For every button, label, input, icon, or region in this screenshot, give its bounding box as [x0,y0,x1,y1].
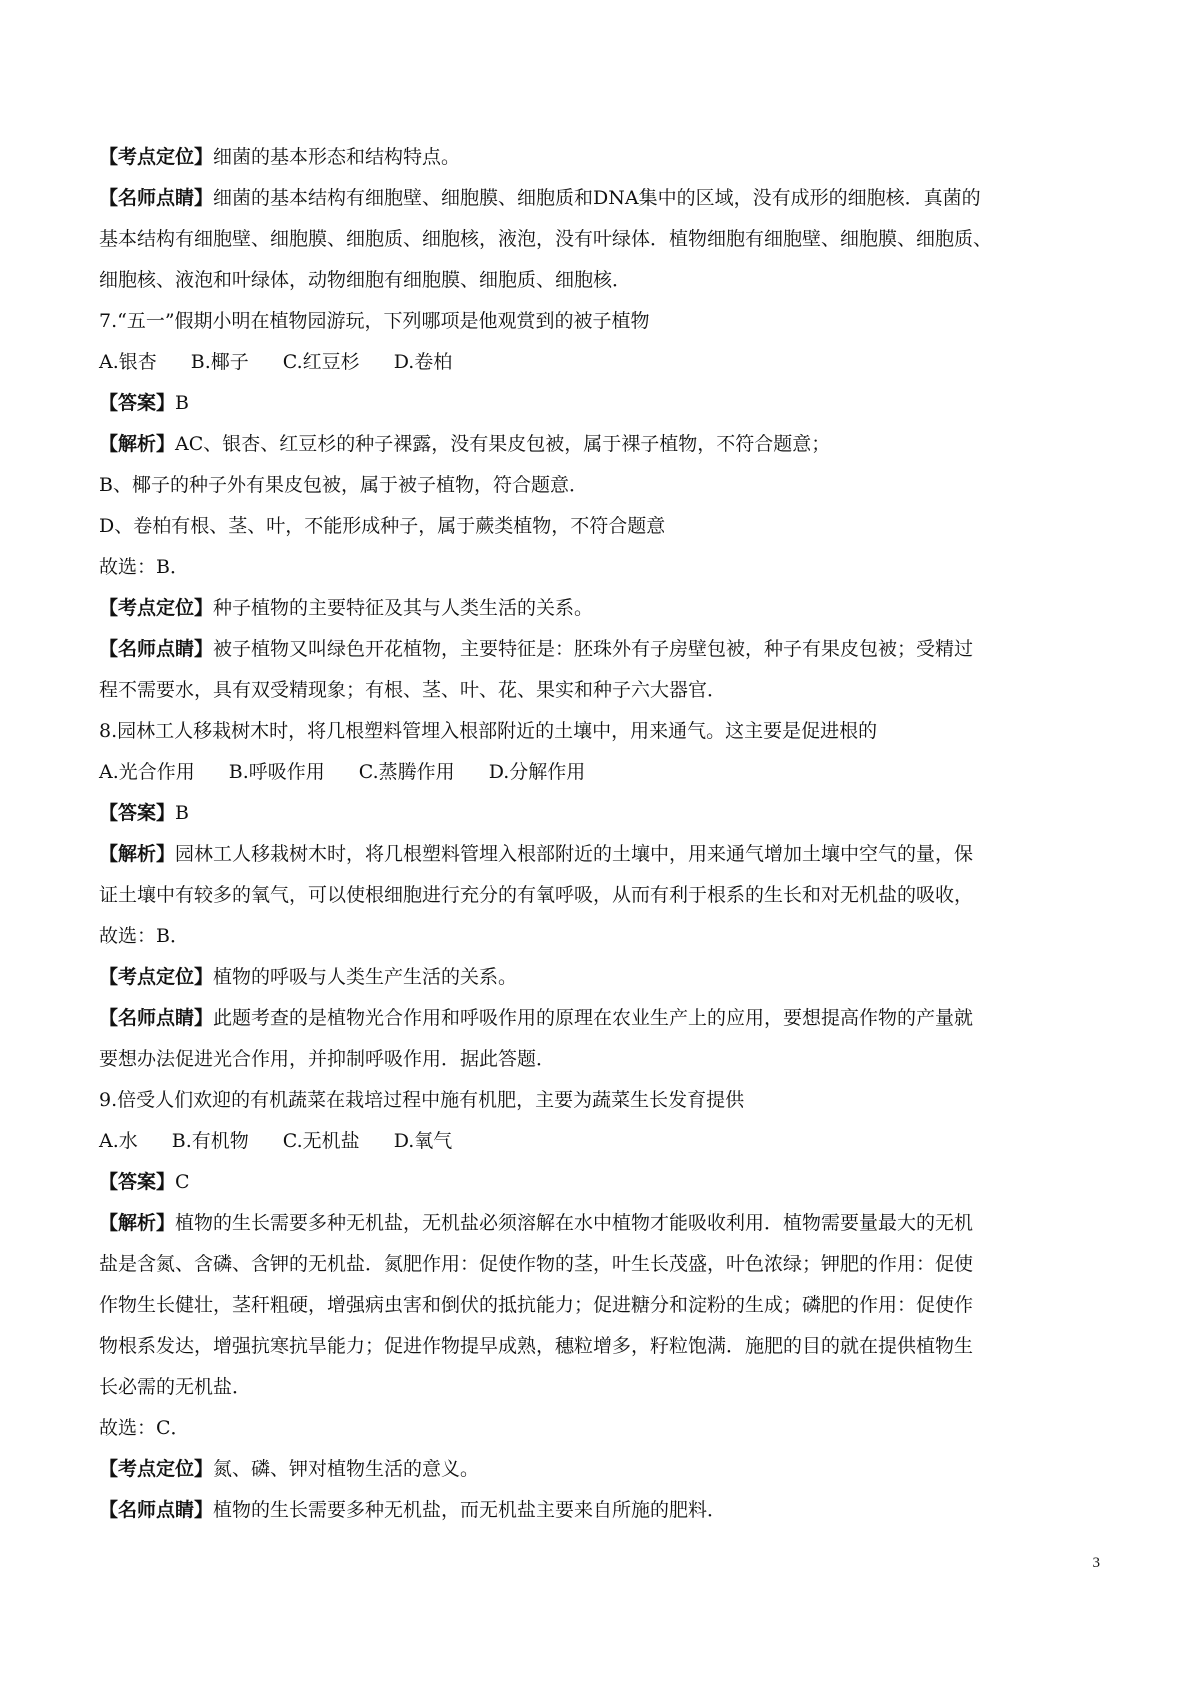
answer-option: C.红豆杉 [282,351,360,373]
text-line [99,1080,1099,1121]
section-tag: 【答案】 [99,392,176,414]
line-text: AC、银杏、红豆杉的种子裸露，没有果皮包被，属于裸子植物，不符合题意； [175,433,831,455]
text-line-continued: 程不需要水，具有双受精现象；有根、茎、叶、花、果实和种子六大器官． [99,679,727,701]
text-line [99,588,1099,629]
line-text: B、椰子的种子外有果皮包被，属于被子植物，符合题意． [99,474,588,496]
line-text: B [175,392,189,414]
line-text: 细菌的基本结构有细胞壁、细胞膜、细胞质和DNA集中的区域，没有成形的细胞核．真菌的 [213,187,981,209]
section-tag: 【考点定位】 [99,597,214,619]
text-line-continued: 故选：B． [99,925,189,947]
text-line-continued: 盐是含氮、含磷、含钾的无机盐．氮肥作用：促使作物的茎，叶生长茂盛，叶色浓绿；钾肥的作用：促使 [99,1253,974,1275]
section-tag: 【考点定位】 [99,966,214,988]
answer-option: C.无机盐 [282,1130,360,1152]
answer-option: D.卷柏 [393,351,453,373]
text-line [99,834,1099,875]
answer-option: B.呼吸作用 [228,761,325,783]
text-line [99,1162,1099,1203]
text-line [99,547,1099,588]
line-text: B [175,802,189,824]
answer-option: A.光合作用 [99,761,195,783]
answer-option: A.水 [99,1130,138,1152]
answer-option: A.银杏 [99,351,157,373]
text-line [99,342,1099,383]
text-line [99,506,1099,547]
text-line [99,793,1099,834]
text-line [99,1121,1099,1162]
text-line-continued: 长必需的无机盐． [99,1376,252,1398]
page-number: 3 [1092,1555,1100,1571]
line-text: 植物的呼吸与人类生产生活的关系。 [213,966,518,988]
line-text: D、卷柏有根、茎、叶，不能形成种子，属于蕨类植物，不符合题意 [99,515,666,537]
line-text: 被子植物又叫绿色开花植物，主要特征是：胚珠外有子房壁包被，种子有果皮包被；受精过 [213,638,974,660]
line-text: 细菌的基本形态和结构特点。 [213,146,461,168]
section-tag: 【解析】 [99,843,176,865]
line-text: C [175,1171,190,1193]
section-tag: 【考点定位】 [99,146,214,168]
line-text: 故选：C． [99,1417,190,1439]
text-line [99,137,1099,178]
line-text: 氮、磷、钾对植物生活的意义。 [213,1458,480,1480]
answer-option: B.椰子 [190,351,249,373]
text-line-continued: 细胞核、液泡和叶绿体，动物细胞有细胞膜、细胞质、细胞核． [99,269,632,291]
answer-option: D.分解作用 [488,761,586,783]
line-text: 7.“五一”假期小明在植物园游玩，下列哪项是他观赏到的被子植物 [99,310,650,332]
section-tag: 【答案】 [99,802,176,824]
section-tag: 【答案】 [99,1171,176,1193]
text-line [99,629,1099,670]
line-text: 种子植物的主要特征及其与人类生活的关系。 [213,597,594,619]
text-line [99,301,1099,342]
text-line-continued: 要想办法促进光合作用，并抑制呼吸作用．据此答题． [99,1048,556,1070]
section-tag: 【名师点睛】 [99,1499,214,1521]
text-line [99,383,1099,424]
document-body [99,137,1099,1531]
section-tag: 【名师点睛】 [99,638,214,660]
line-text: 植物的生长需要多种无机盐，无机盐必须溶解在水中植物才能吸收利用．植物需要量最大的无机 [175,1212,974,1234]
text-line [99,465,1099,506]
answer-option: B.有机物 [171,1130,249,1152]
text-line [99,1203,1099,1244]
line-text: 园林工人移栽树木时，将几根塑料管埋入根部附近的土壤中，用来通气增加土壤中空气的量，保 [175,843,974,865]
text-line [99,178,1099,219]
section-tag: 【考点定位】 [99,1458,214,1480]
answer-option: C.蒸腾作用 [358,761,455,783]
text-line [99,957,1099,998]
section-tag: 【解析】 [99,433,176,455]
text-line [99,1490,1099,1531]
text-line [99,1408,1099,1449]
text-line [99,998,1099,1039]
section-tag: 【名师点睛】 [99,187,214,209]
text-line [99,711,1099,752]
text-line-continued: 物根系发达，增强抗寒抗旱能力；促进作物提早成熟，穗粒增多，籽粒饱满．施肥的目的就在提供植物生 [99,1335,974,1357]
section-tag: 【解析】 [99,1212,176,1234]
line-text: 植物的生长需要多种无机盐，而无机盐主要来自所施的肥料． [213,1499,727,1521]
text-line [99,1449,1099,1490]
text-line-continued: 作物生长健壮，茎秆粗硬，增强病虫害和倒伏的抵抗能力；促进糖分和淀粉的生成；磷肥的作用：促使作 [99,1294,974,1316]
line-text: 故选：B． [99,556,189,578]
text-line-continued: 证土壤中有较多的氧气，可以使根细胞进行充分的有氧呼吸，从而有利于根系的生长和对无机盐的吸收， [99,884,974,906]
line-text: 9.倍受人们欢迎的有机蔬菜在栽培过程中施有机肥，主要为蔬菜生长发育提供 [99,1089,745,1111]
text-line-continued: 基本结构有细胞壁、细胞膜、细胞质、细胞核，液泡，没有叶绿体．植物细胞有细胞壁、细胞膜、细胞质、 [99,228,993,250]
text-line [99,752,1099,793]
line-text: 此题考查的是植物光合作用和呼吸作用的原理在农业生产上的应用，要想提高作物的产量就 [213,1007,974,1029]
line-text: 8.园林工人移栽树木时，将几根塑料管埋入根部附近的土壤中，用来通气。这主要是促进根的 [99,720,878,742]
section-tag: 【名师点睛】 [99,1007,214,1029]
text-line [99,424,1099,465]
answer-option: D.氧气 [393,1130,453,1152]
